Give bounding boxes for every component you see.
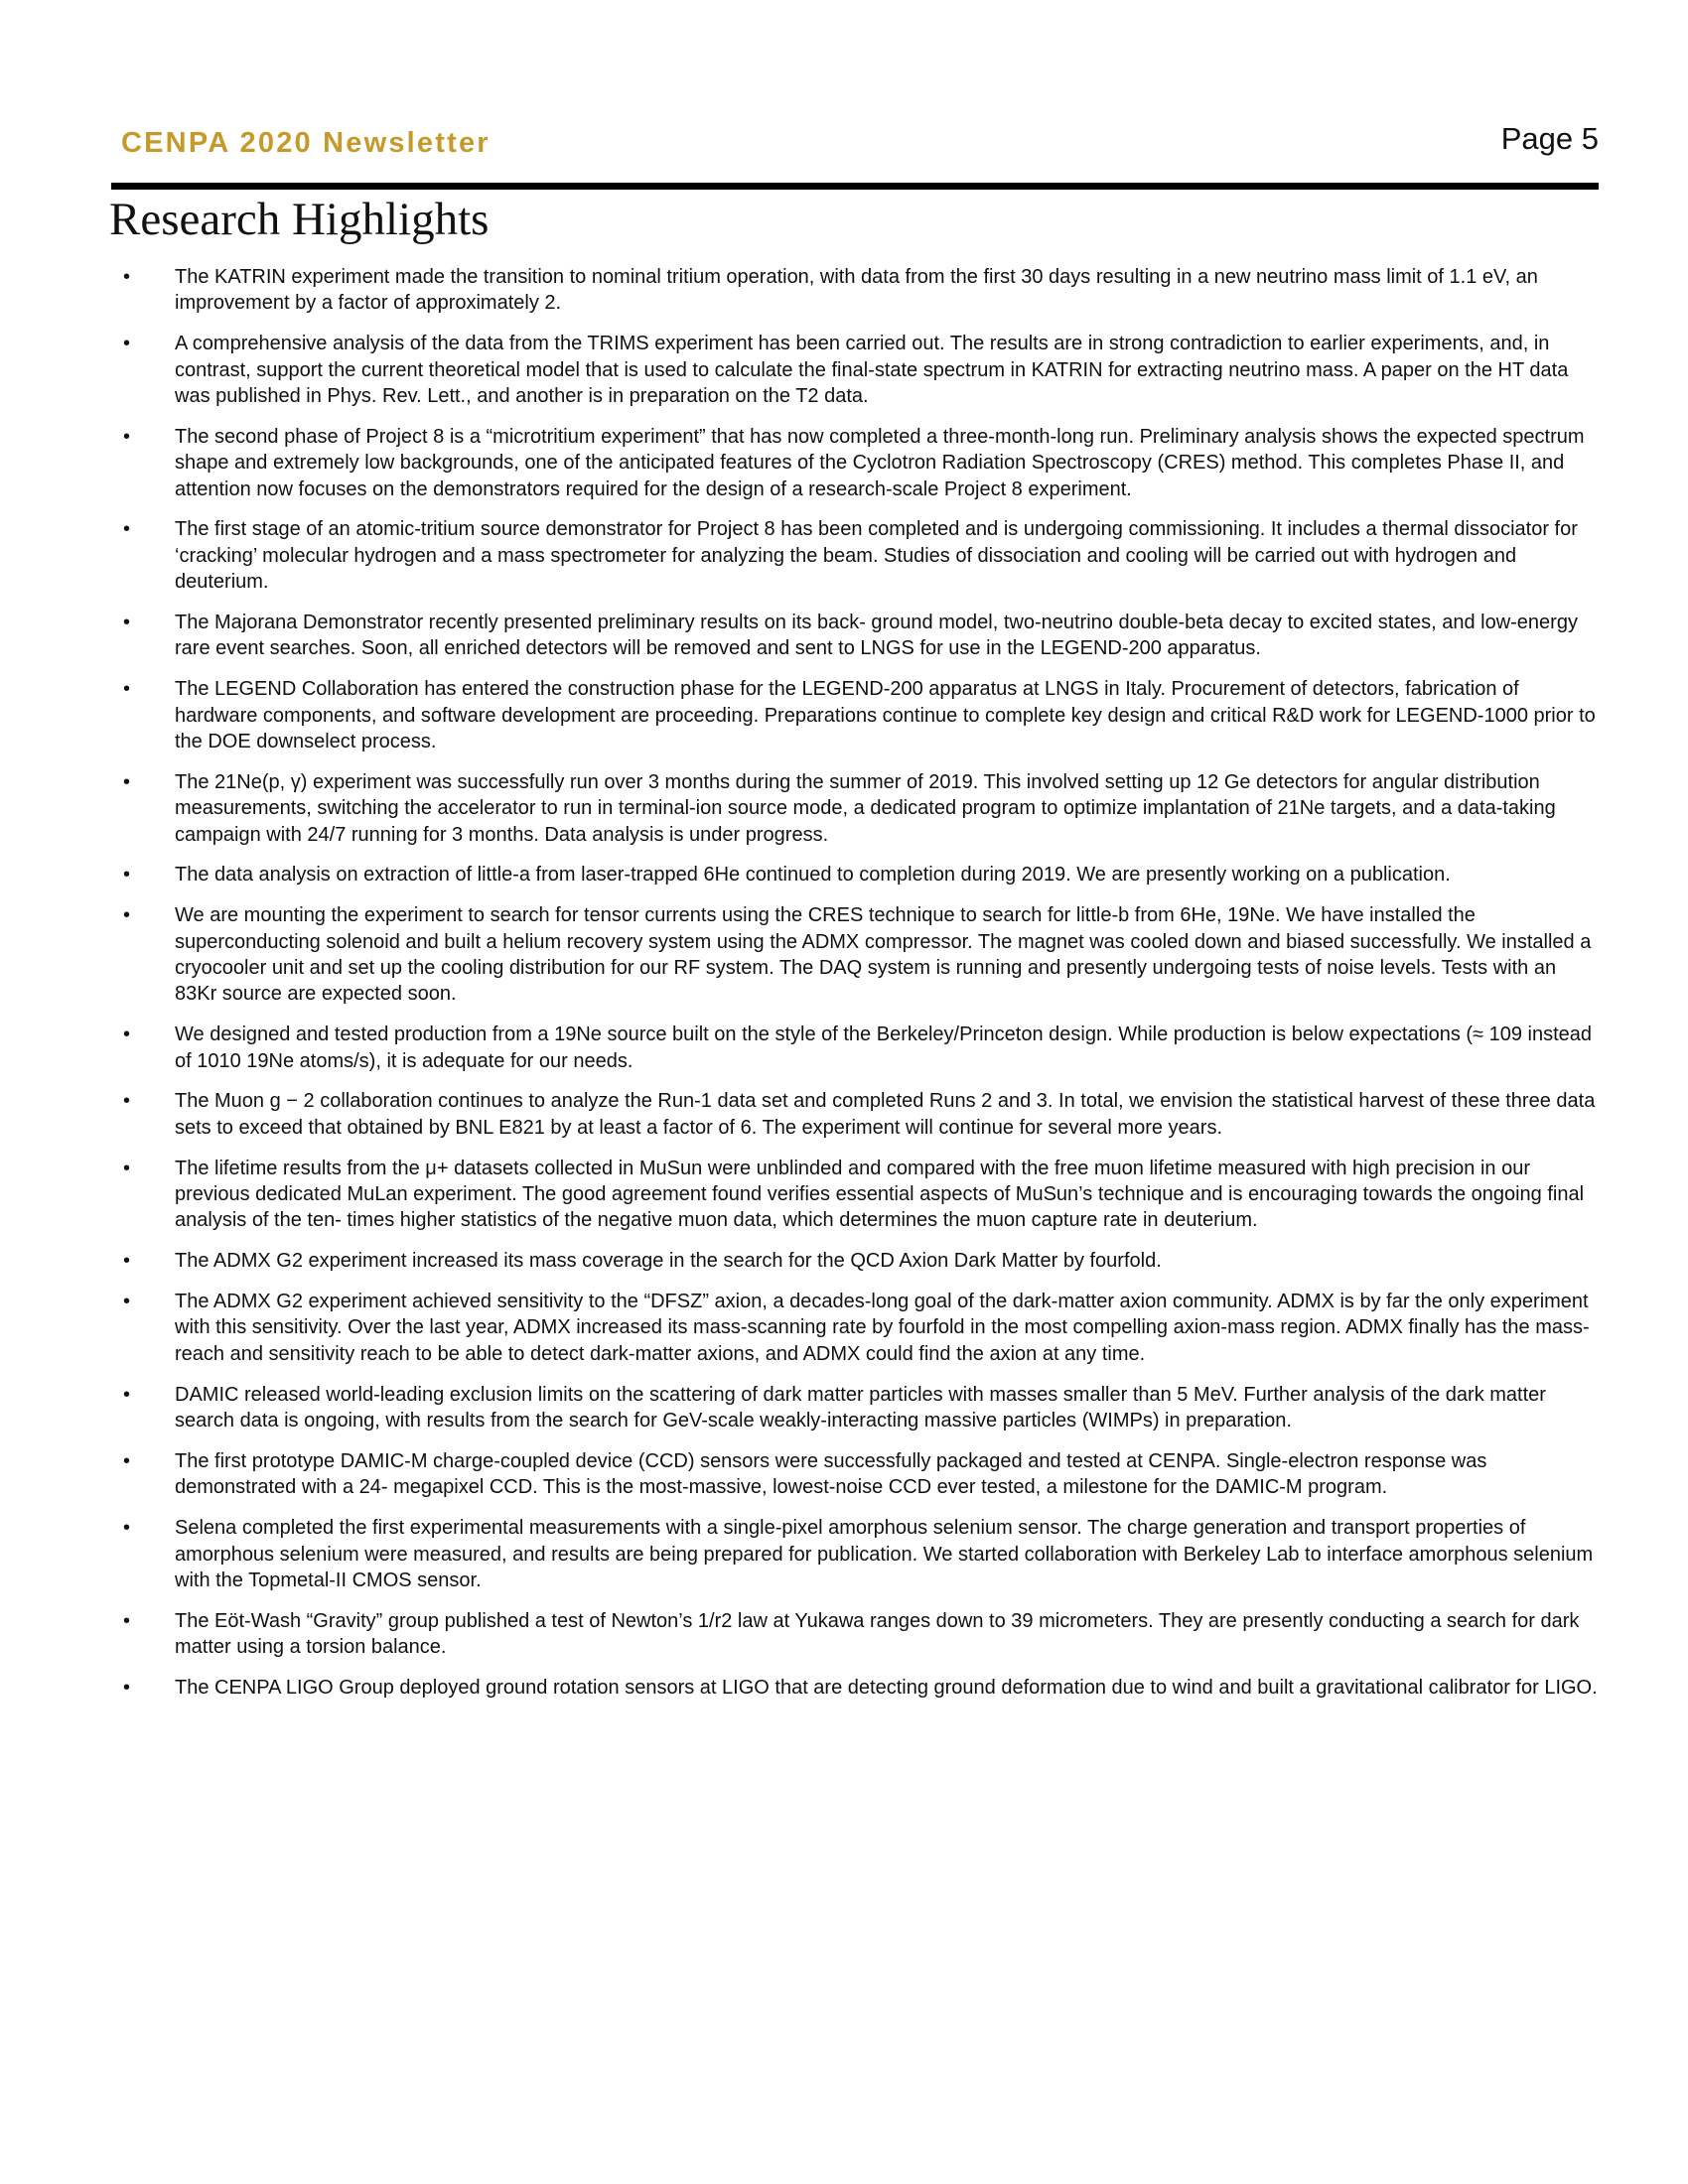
highlight-text: The data analysis on extraction of little-a from laser-trapped 6He continued to completion during 2019. We are presently working on a publication. [175,864,1451,887]
bullet-icon: • [123,1517,131,1540]
bullet-icon: • [123,1383,131,1406]
highlight-item [119,1289,1599,1367]
highlight-text: The 21Ne(p, γ) experiment was successfully run over 3 months during the summer of 2019. This involved setting up 12 Ge detectors for angular distribution measurements, switching the accelerator to run in terminal-ion source mode, a dedicated program to optimize implantation of 21Ne targets, and a data-taking campaign with 24/7 running for 3 months. Data analysis is under progress. [175,770,1556,846]
highlight-item [119,1675,1599,1701]
highlight-text: DAMIC released world-leading exclusion limits on the scattering of dark matter particles with masses smaller than 5 MeV. Further analysis of the dark matter search data is ongoing, with results from the search for GeV-scale weakly-interacting massive particles (WIMPs) in preparation. [175,1383,1546,1433]
header-divider [111,183,1599,190]
highlight-text: The first prototype DAMIC-M charge-coupled device (CCD) sensors were successfully packaged and tested at CENPA. Single-electron response was demonstrated with a 24- megapixel CCD. This is the most-massive, lowest-noise CCD ever tested, a milestone for the DAMIC-M program. [175,1449,1487,1499]
bullet-icon: • [123,518,131,541]
bullet-icon: • [123,333,131,355]
highlight-text: The ADMX G2 experiment achieved sensitivity to the “DFSZ” axion, a decades-long goal of the dark-matter axion community. ADMX is by far the only experiment with this sensitivity. Over the last year, ADMX increased its mass-scanning rate by fourfold in the most compelling axion-mass region. ADMX finally has the mass-reach and sensitivity reach to be able to detect dark-matter axions, and ADMX could find the axion at any time. [175,1291,1590,1365]
bullet-icon: • [123,864,131,887]
bullet-icon: • [123,1291,131,1313]
highlight-item [119,862,1599,887]
bullet-icon: • [123,1449,131,1472]
highlight-item [119,516,1599,595]
section-title: Research Highlights [109,194,490,245]
highlight-item [119,424,1599,502]
bullet-icon: • [123,266,131,288]
highlight-text: Selena completed the first experimental measurements with a single-pixel amorphous selenium sensor. The charge generation and transport properties of amorphous selenium were measured, and results are being prepared for publication. We started collaboration with Berkeley Lab to interface amorphous selenium with the Topmetal-II CMOS sensor. [175,1517,1594,1591]
highlight-item [119,676,1599,754]
bullet-icon: • [123,1090,131,1113]
bullet-icon: • [123,1609,131,1632]
highlight-item [119,769,1599,848]
highlight-item [119,264,1599,317]
newsletter-title: CENPA 2020 Newsletter [121,127,491,159]
page-header [121,121,1599,173]
bullet-icon: • [123,1157,131,1179]
highlight-item [119,1448,1599,1501]
bullet-icon: • [123,770,131,793]
highlight-text: We designed and tested production from a 19Ne source built on the style of the Berkeley/Princeton design. While production is below expectations (≈ 109 instead of 1010 19Ne atoms/s), it is adequate for our needs. [175,1024,1592,1072]
bullet-icon: • [123,1024,131,1046]
highlight-text: The Majorana Demonstrator recently presented preliminary results on its back- ground model, two-neutrino double-beta decay to excited states, and low-energy rare event searches. Soon, all enriched detectors will be removed and sent to LNGS for use in the LEGEND-200 apparatus. [175,612,1578,660]
highlight-item [119,1156,1599,1234]
highlight-text: The CENPA LIGO Group deployed ground rotation sensors at LIGO that are detecting ground deformation due to wind and built a gravitational calibrator for LIGO. [175,1676,1598,1699]
highlight-item [119,331,1599,409]
highlight-text: The KATRIN experiment made the transition to nominal tritium operation, with data from the first 30 days resulting in a new neutrino mass limit of 1.1 eV, an improvement by a factor of approximately 2. [175,266,1538,315]
highlight-item [119,1382,1599,1434]
highlight-text: A comprehensive analysis of the data from the TRIMS experiment has been carried out. The results are in strong contradiction to earlier experiments, and, in contrast, support the current theoretical model that is used to calculate the final-state spectrum in KATRIN for extracting neutrino mass. A paper on the HT data was published in Phys. Rev. Lett., and another is in preparation on the T2 data. [175,333,1569,408]
highlight-text: We are mounting the experiment to search for tensor currents using the CRES technique to search for little-b from 6He, 19Ne. We have installed the superconducting solenoid and built a helium recovery system using the ADMX compressor. The magnet was cooled down and biased successfully. We installed a cryocooler unit and set up the cooling distribution for our RF system. The DAQ system is running and presently undergoing tests of noise levels. Tests with an 83Kr source are expected soon. [175,904,1592,1006]
highlight-item [119,1022,1599,1074]
highlight-text: The ADMX G2 experiment increased its mass coverage in the search for the QCD Axion Dark Matter by fourfold. [175,1250,1162,1273]
highlight-item [119,1608,1599,1661]
bullet-icon: • [123,1250,131,1273]
highlight-item [119,902,1599,1008]
highlight-item [119,610,1599,662]
highlight-item [119,1088,1599,1141]
highlight-item [119,1248,1599,1274]
bullet-icon: • [123,612,131,634]
bullet-icon: • [123,904,131,927]
bullet-icon: • [123,678,131,701]
research-highlights-list [119,264,1599,1715]
highlight-text: The Eöt-Wash “Gravity” group published a test of Newton’s 1/r2 law at Yukawa ranges down to 39 micrometers. They are presently conducting a search for dark matter using a torsion balance. [175,1609,1580,1659]
bullet-icon: • [123,425,131,448]
highlight-text: The lifetime results from the μ+ datasets collected in MuSun were unblinded and compared with the free muon lifetime measured with high precision in our previous dedicated MuLan experiment. The good agreement found verifies essential aspects of MuSun’s technique and is encouraging towards the ongoing final analysis of the ten- times higher statistics of the negative muon data, which determines the muon capture rate in deuterium. [175,1157,1585,1232]
bullet-icon: • [123,1676,131,1699]
highlight-text: The first stage of an atomic-tritium source demonstrator for Project 8 has been completed and is undergoing commissioning. It includes a thermal dissociator for ‘cracking’ molecular hydrogen and a mass spectrometer for analyzing the beam. Studies of dissociation and cooling will be carried out with hydrogen and deuterium. [175,518,1578,594]
highlight-text: The LEGEND Collaboration has entered the construction phase for the LEGEND-200 apparatus at LNGS in Italy. Procurement of detectors, fabrication of hardware components, and software development are proceeding. Preparations continue to complete key design and critical R&D work for LEGEND-1000 prior to the DOE downselect process. [175,678,1596,753]
highlight-item [119,1515,1599,1593]
page-number: Page 5 [1500,121,1599,156]
highlight-text: The second phase of Project 8 is a “microtritium experiment” that has now completed a three-month-long run. Preliminary analysis shows the expected spectrum shape and extremely low backgrounds, one of the anticipated features of the Cyclotron Radiation Spectroscopy (CRES) method. This completes Phase II, and attention now focuses on the demonstrators required for the design of a research-scale Project 8 experiment. [175,425,1585,500]
highlight-text: The Muon g − 2 collaboration continues to analyze the Run-1 data set and completed Runs 2 and 3. In total, we envision the statistical harvest of these three data sets to exceed that obtained by BNL E821 by at least a factor of 6. The experiment will continue for several more years. [175,1090,1596,1139]
